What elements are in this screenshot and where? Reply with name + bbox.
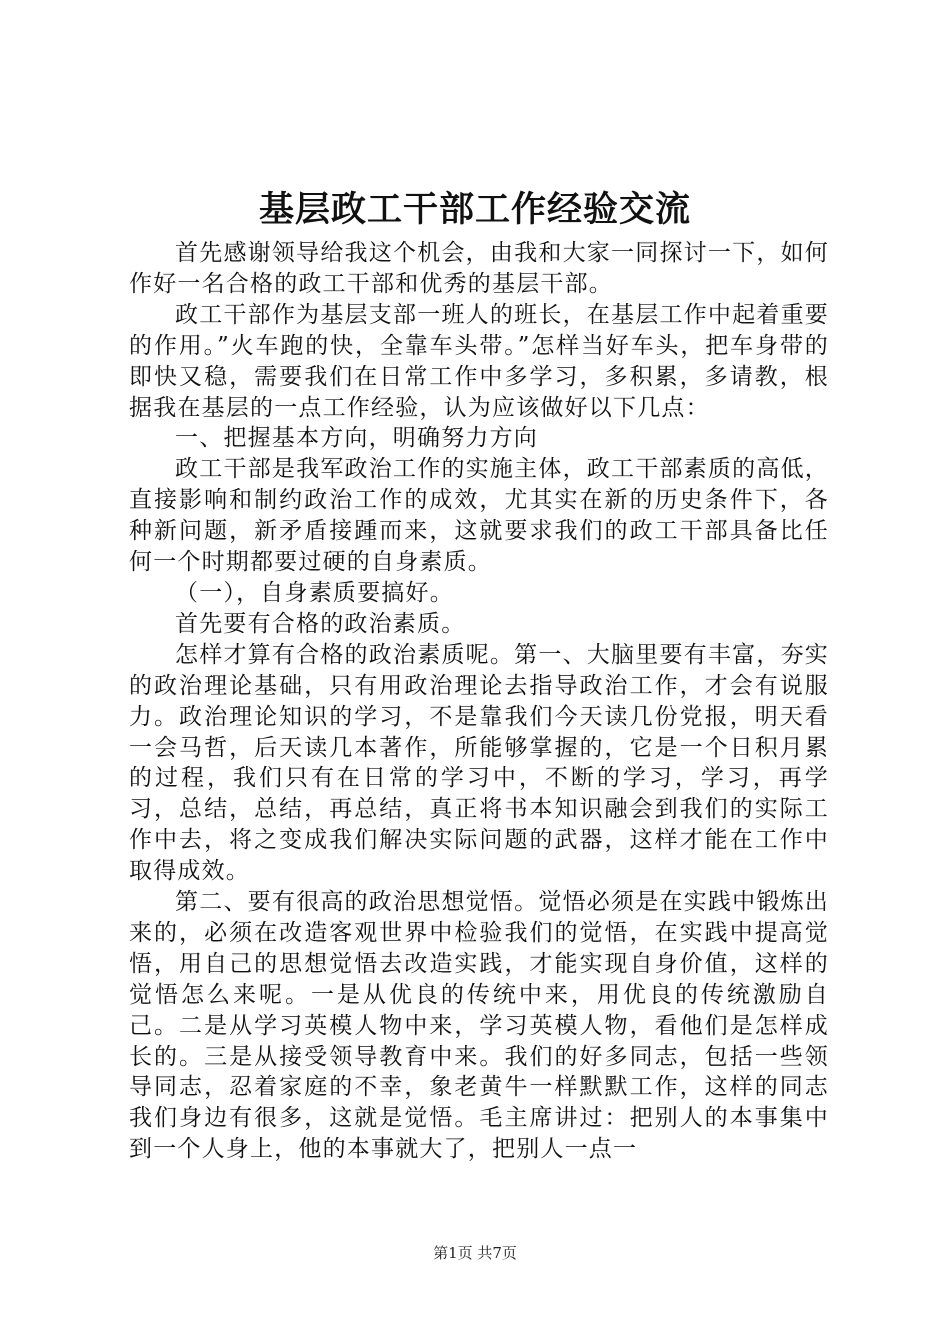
paragraph-awareness: 第二、要有很高的政治思想觉悟。觉悟必须是在实践中锻炼出来的，必须在改造客观世界中检验我们的觉悟，在实践中提高觉悟，用自己的思想觉悟去改造实践，才能实现自身价值，这样的觉悟怎么来呢。一是从优良的传统中来，用优良的传统激励自己。二是从学习英模人物中来，学习英模人物，看他们是怎样成长的。三是从接受领导教育中来。我们的好多同志，包括一些领导同志，忍着家庭的不幸，象老黄牛一样默默工作，这样的同志我们身边有很多，这就是觉悟。毛主席讲过：把别人的本事集中到一个人身上，他的本事就大了，把别人一点一 <box>129 889 829 1163</box>
section-heading-1: 一、把握基本方向，明确努力方向 <box>175 425 538 452</box>
page-title: 基层政工干部工作经验交流 <box>258 189 691 230</box>
subsection-heading-1: （一），自身素质要搞好。 <box>175 579 454 606</box>
paragraph-role: 政工干部作为基层支部一班人的班长，在基层工作中起着重要的作用。”火车跑的快，全靠车头带。”怎样当好车头，把车身带的即快又稳，需要我们在日常工作中多学习，多积累，多请教，根据我在基层的一点工作经验，认为应该做好以下几点： <box>129 301 829 421</box>
page-number-footer: 第1页 共7页 <box>433 1244 517 1262</box>
paragraph-theory: 怎样才算有合格的政治素质呢。第一、大脑里要有丰富，夯实的政治理论基础，只有用政治理论去指导政治工作，才会有说服力。政治理论知识的学习，不是靠我们今天读几份党报，明天看一会马哲，后天读几本著作，所能够掌握的，它是一个日积月累的过程，我们只有在日常的学习中，不断的学习，学习，再学习，总结，总结，再总结，真正将书本知识融会到我们的实际工作中去，将之变成我们解决实际问题的武器，这样才能在工作中取得成效。 <box>129 641 829 885</box>
paragraph-quality: 政工干部是我军政治工作的实施主体，政工干部素质的高低，直接影响和制约政治工作的成效，尤其实在新的历史条件下，各种新问题，新矛盾接踵而来，这就要求我们的政工干部具备比任何一个时期都要过硬的自身素质。 <box>129 456 829 576</box>
document-body <box>129 238 829 1165</box>
paragraph-political-quality: 首先要有合格的政治素质。 <box>175 610 466 637</box>
paragraph-intro: 首先感谢领导给我这个机会，由我和大家一同探讨一下，如何作好一名合格的政工干部和优秀的基层干部。 <box>129 240 829 297</box>
